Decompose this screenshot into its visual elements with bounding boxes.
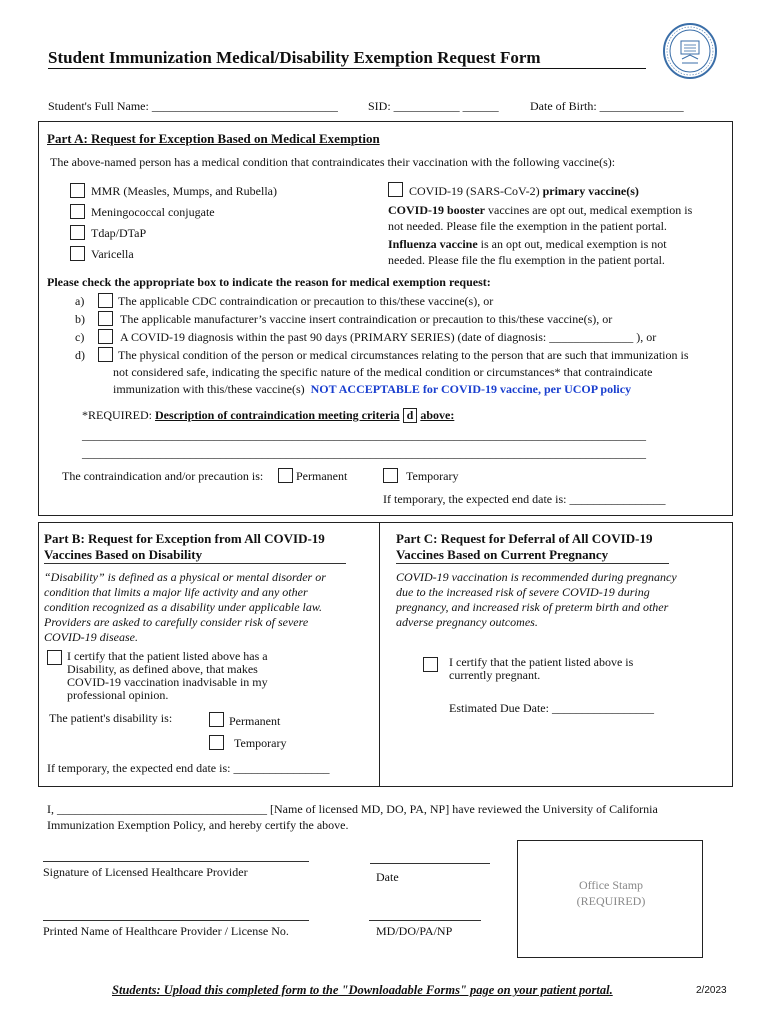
reason-a-checkbox[interactable] [98, 293, 113, 308]
reason-d-text: The physical condition of the person or medical circumstances relating to the person that are such that immunization is [118, 348, 689, 362]
part-c-heading-underline [396, 563, 669, 564]
permanent-label: Permanent [296, 469, 348, 483]
reason-b-text: The applicable manufacturer’s vaccine insert contraindication or precaution to this/these vaccine(s), or [120, 312, 613, 326]
due-date-field[interactable]: Estimated Due Date: _________________ [449, 701, 654, 715]
provider-attestation-line2: Immunization Exemption Policy, and hereby certify the above. [47, 818, 349, 832]
reason-a-text: The applicable CDC contraindication or precaution to this/these vaccine(s), or [118, 294, 494, 308]
vaccine-label-meningococcal: Meningococcal conjugate [91, 205, 215, 219]
reason-letter-d: d) [75, 348, 85, 362]
disability-permanent-label: Permanent [229, 714, 281, 728]
dob-field[interactable]: Date of Birth: ______________ [530, 99, 684, 113]
pregnancy-certify-checkbox[interactable] [423, 657, 438, 672]
varicella-checkbox[interactable] [70, 246, 85, 261]
part-b-c-divider [379, 522, 380, 787]
reason-d-line2: not considered safe, indicating the specific nature of the medical condition or circumstances* that contraindicate [113, 365, 653, 379]
disability-temporary-label: Temporary [234, 736, 287, 750]
reason-letter-c: c) [75, 330, 85, 344]
disability-permanent-checkbox[interactable] [209, 712, 224, 727]
date-label: Date [376, 870, 399, 884]
credential-line[interactable] [369, 920, 481, 921]
booster-note: COVID-19 booster vaccines are opt out, medical exemption is [388, 203, 693, 217]
part-a-intro: The above-named person has a medical condition that contraindicates their vaccination with the following vaccine(s): [50, 155, 616, 169]
mmr-checkbox[interactable] [70, 183, 85, 198]
reason-heading: Please check the appropriate box to indicate the reason for medical exemption request: [47, 275, 491, 289]
description-line-2[interactable]: ______________________________________________________________________________________________ [82, 446, 646, 460]
reason-c-text: A COVID-19 diagnosis within the past 90 days (PRIMARY SERIES) (date of diagnosis: ______________ ), or [120, 330, 657, 344]
part-c-heading-line2: Vaccines Based on Current Pregnancy [396, 547, 609, 562]
flu-note: Influenza vaccine is an opt out, medical exemption is not [388, 237, 667, 251]
provider-attestation-line1[interactable]: I, ___________________________________ [Name of licensed MD, DO, PA, NP] have reviewed the University of California [47, 802, 658, 816]
tdap-checkbox[interactable] [70, 225, 85, 240]
required-description-label: *REQUIRED: Description of contraindication meeting criteria d above: [82, 408, 455, 422]
printed-name-label: Printed Name of Healthcare Provider / License No. [43, 924, 289, 938]
disability-type-label: The patient's disability is: [49, 711, 173, 725]
meningococcal-checkbox[interactable] [70, 204, 85, 219]
permanent-checkbox[interactable] [278, 468, 293, 483]
disability-certify-text: I certify that the patient listed above has a Disability, as defined above, that makes COVID-19 vaccination inadvisable in my professional opinion. [67, 649, 268, 702]
vaccine-label-mmr: MMR (Measles, Mumps, and Rubella) [91, 184, 277, 198]
part-b-heading-line2: Vaccines Based on Disability [44, 547, 203, 562]
part-b-end-date-field[interactable]: If temporary, the expected end date is: ________________ [47, 761, 330, 775]
covid-primary-label: COVID-19 (SARS-CoV-2) primary vaccine(s) [409, 184, 639, 198]
criteria-d-box: d [403, 408, 418, 423]
reason-letter-b: b) [75, 312, 85, 326]
form-title: Student Immunization Medical/Disability Exemption Request Form [48, 48, 541, 67]
covid-not-acceptable-note: NOT ACCEPTABLE for COVID-19 vaccine, per UCOP policy [310, 382, 632, 396]
temporary-label: Temporary [406, 469, 459, 483]
covid-primary-checkbox[interactable] [388, 182, 403, 197]
printed-name-line[interactable] [43, 920, 309, 921]
vaccine-label-varicella: Varicella [91, 247, 134, 261]
part-b-heading-underline [44, 563, 346, 564]
reason-b-checkbox[interactable] [98, 311, 113, 326]
disability-definition: “Disability” is defined as a physical or mental disorder or condition that limits a major life activity and any other condition recognized as a disability under applicable law. Providers are asked to carefully consider risk of severe COVID-19 disease. [44, 570, 326, 644]
reason-d-checkbox[interactable] [98, 347, 113, 362]
disability-certify-checkbox[interactable] [47, 650, 62, 665]
stamp-label: Office Stamp [578, 878, 644, 892]
reason-d-line3: immunization with this/these vaccine(s) NOT ACCEPTABLE for COVID-19 vaccine, per UCOP policy [113, 382, 632, 396]
reason-c-checkbox[interactable] [98, 329, 113, 344]
office-stamp-box [517, 840, 703, 958]
part-a-heading: Part A: Request for Exception Based on Medical Exemption [47, 131, 380, 146]
date-line[interactable] [370, 863, 490, 864]
university-seal-icon [662, 22, 718, 80]
signature-line[interactable] [43, 861, 309, 862]
description-line-1[interactable]: ______________________________________________________________________________________________ [82, 428, 646, 442]
signature-label: Signature of Licensed Healthcare Provider [43, 865, 248, 879]
reason-letter-a: a) [75, 294, 85, 308]
stamp-required-label: (REQUIRED) [576, 894, 646, 908]
pregnancy-note: COVID-19 vaccination is recommended during pregnancy due to the increased risk of severe COVID-19 during pregnancy, and increased risk of preterm birth and other adverse pregnancy outcomes. [396, 570, 677, 629]
vaccine-label-tdap: Tdap/DTaP [91, 226, 147, 240]
sid-field[interactable]: SID: ___________ ______ [368, 99, 499, 113]
upload-instruction: Students: Upload this completed form to the "Downloadable Forms" page on your patient portal. [112, 983, 613, 997]
part-c-heading-line1: Part C: Request for Deferral of All COVID-19 [396, 531, 653, 546]
part-a-end-date-field[interactable]: If temporary, the expected end date is: ________________ [383, 492, 666, 506]
flu-note-line2: needed. Please file the flu exemption in the patient portal. [388, 253, 665, 267]
booster-note-line2: not needed. Please file the exemption in the patient portal. [388, 219, 667, 233]
title-underline [48, 68, 646, 69]
temporary-checkbox[interactable] [383, 468, 398, 483]
disability-temporary-checkbox[interactable] [209, 735, 224, 750]
student-name-field[interactable]: Student's Full Name: _______________________________ [48, 99, 338, 113]
pregnancy-certify-text: I certify that the patient listed above is currently pregnant. [449, 655, 634, 682]
form-version: 2/2023 [696, 985, 727, 996]
credential-label: MD/DO/PA/NP [376, 924, 453, 938]
part-b-heading-line1: Part B: Request for Exception from All COVID-19 [44, 531, 325, 546]
contraindication-type-label: The contraindication and/or precaution is: [62, 469, 264, 483]
